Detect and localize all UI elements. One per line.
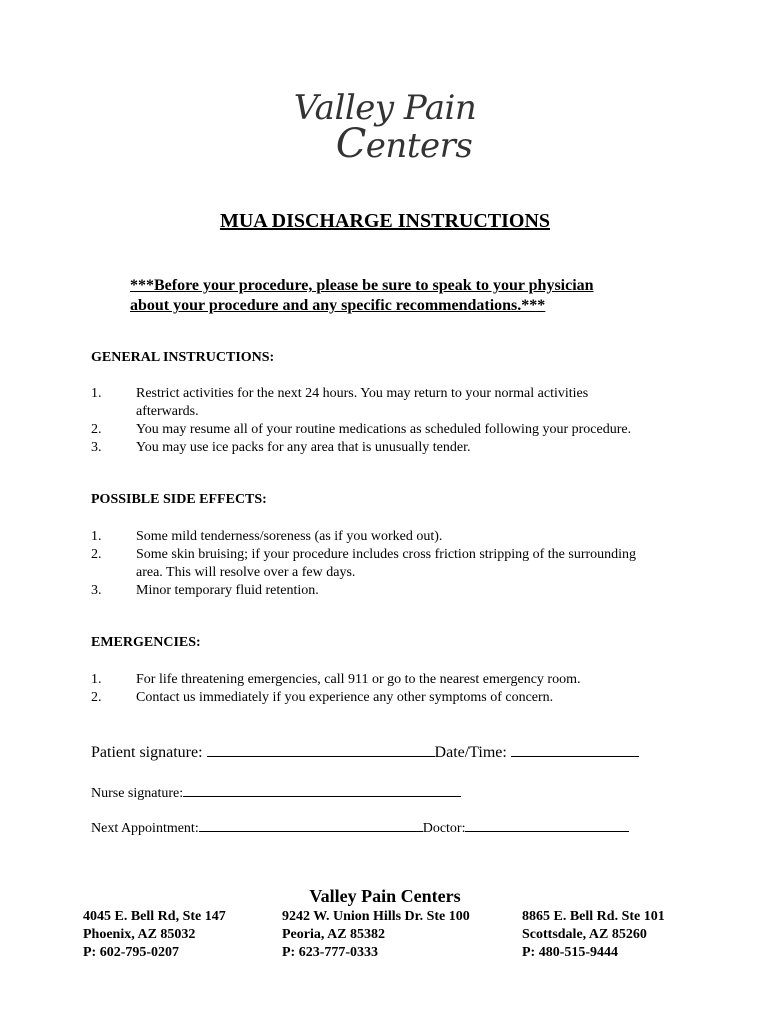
footer-title: Valley Pain Centers (309, 886, 461, 906)
list-item-text: Some skin bruising; if your procedure includes cross friction stripping of the surrounding (136, 547, 637, 562)
datetime-label: Date/Time: (434, 744, 507, 761)
list-item-text: Some mild tenderness/soreness (as if you worked out). (136, 529, 443, 544)
list-item-number: 1. (91, 386, 102, 401)
next-appointment-field[interactable] (199, 818, 423, 832)
patient-signature-label: Patient signature: (91, 744, 203, 761)
next-appointment-label: Next Appointment: (91, 821, 199, 836)
notice-line-2: about your procedure and any specific recommendations.*** (130, 297, 546, 314)
location-phone: P: 623-777-0333 (282, 945, 379, 960)
location-phoenix (83, 908, 226, 962)
location-street: 9242 W. Union Hills Dr. Ste 100 (282, 909, 470, 924)
list-item-text: Contact us immediately if you experience any other symptoms of concern. (136, 690, 554, 705)
list-item-number: 2. (91, 547, 102, 562)
location-phone: P: 480-515-9444 (522, 945, 619, 960)
location-city: Phoenix, AZ 85032 (83, 927, 196, 942)
patient-signature-field[interactable] (207, 743, 435, 757)
page-title: MUA DISCHARGE INSTRUCTIONS (219, 210, 551, 232)
list-item-number: 1. (91, 529, 102, 544)
emergencies-heading: EMERGENCIES: (91, 635, 201, 650)
list-item-text: Minor temporary fluid retention. (136, 583, 319, 598)
list-item-text: area. This will resolve over a few days. (136, 565, 356, 580)
next-appointment-row (91, 818, 629, 837)
list-item-text: For life threatening emergencies, call 911 or go to the nearest emergency room. (136, 672, 581, 687)
doctor-label: Doctor: (422, 821, 466, 836)
logo-line-2 (38, 121, 770, 167)
side-effects-heading: POSSIBLE SIDE EFFECTS: (91, 492, 267, 507)
list-item-number: 3. (91, 440, 102, 455)
location-city: Peoria, AZ 85382 (282, 927, 386, 942)
location-street: 8865 E. Bell Rd. Ste 101 (522, 909, 665, 924)
notice-line-1: ***Before your procedure, please be sure to speak to your physician (130, 277, 594, 294)
datetime-field[interactable] (511, 743, 639, 757)
general-instructions-heading: GENERAL INSTRUCTIONS: (91, 350, 275, 365)
list-item-text: You may resume all of your routine medications as scheduled following your procedure. (136, 422, 632, 437)
nurse-signature-row (91, 783, 461, 802)
logo-line-1: Valley Pain (293, 88, 477, 128)
location-city: Scottsdale, AZ 85260 (522, 927, 647, 942)
logo-line-2-rest: enters (365, 126, 473, 166)
list-item-number: 1. (91, 672, 102, 687)
list-item-text: afterwards. (136, 404, 199, 419)
nurse-signature-label: Nurse signature: (91, 786, 184, 801)
list-item-text: Restrict activities for the next 24 hours. You may return to your normal activities (136, 386, 589, 401)
list-item-number: 3. (91, 583, 102, 598)
location-scottsdale (522, 908, 665, 962)
logo-capital-c: C (335, 121, 366, 167)
location-street: 4045 E. Bell Rd, Ste 147 (83, 909, 226, 924)
nurse-signature-field[interactable] (183, 783, 461, 797)
location-phone: P: 602-795-0207 (83, 945, 180, 960)
list-item-number: 2. (91, 690, 102, 705)
location-peoria (282, 908, 470, 962)
list-item-text: You may use ice packs for any area that is unusually tender. (136, 440, 471, 455)
valley-pain-centers-logo (0, 88, 770, 167)
patient-signature-row (91, 743, 639, 762)
doctor-field[interactable] (465, 818, 629, 832)
list-item-number: 2. (91, 422, 102, 437)
